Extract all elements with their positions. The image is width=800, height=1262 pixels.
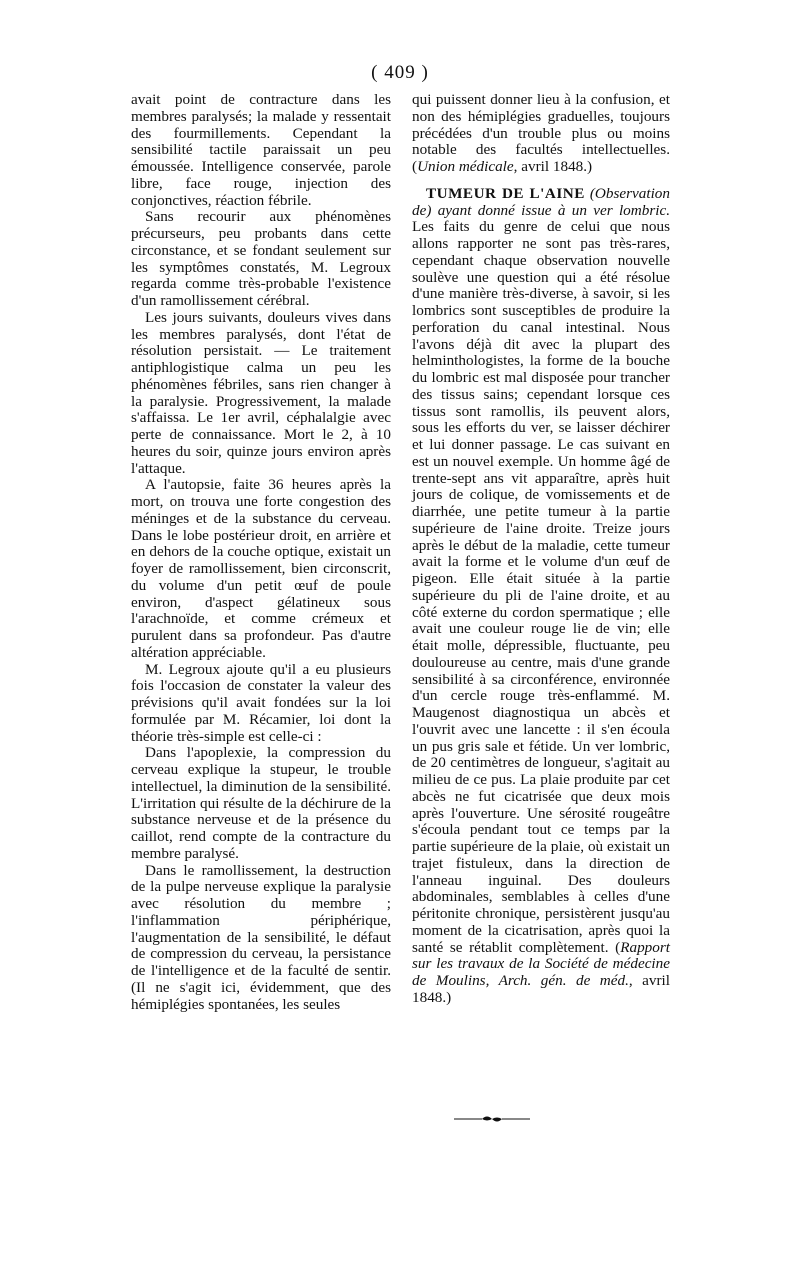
article-heading: TUMEUR DE L'AINE: [426, 184, 585, 202]
paragraph: [412, 92, 670, 176]
article-subtitle: (Observation de) ayant donné issue à un ver lombric.: [412, 184, 670, 219]
page-number: ( 409 ): [371, 62, 429, 83]
article-paragraph: [412, 186, 670, 1007]
paragraph: avait point de contracture dans les membres paralysés; la malade y ressentait des fourmillements. Cependant la sensibilité tactile paraissait un peu émoussée. Intelligence conservée, parole libre, face rouge, injection des conjonctives, réaction fébrile.: [131, 91, 391, 209]
paragraph-text: qui puissent donner lieu à la confusion, et non des hémiplégies graduelles, toujours précédées d'un trouble plus ou moins notable des facultés intellectuelles. (: [412, 91, 670, 175]
source-citation: Union médicale: [417, 158, 514, 175]
paragraph: Dans le ramollissement, la destruction de la pulpe nerveuse explique la paralysie avec résolution du membre ; l'inflammation périphérique, l'augmentation de la sensibilité, le défaut de compression du cerveau, la persistance de l'intelligence et de la faculté de sentir. (Il ne s'agit ici, évidemment, que des hémiplégies spontanées, les seules: [131, 861, 391, 1013]
paragraph: Sans recourir aux phénomènes précurseurs, peu probants dans cette circonstance, et se fondant seulement sur les symptômes constatés, M. Legroux regarda comme très-probable l'existence d'un ramollissement cérébral.: [131, 208, 391, 309]
end-ornament: [452, 1113, 532, 1125]
paragraph: A l'autopsie, faite 36 heures après la mort, on trouva une forte congestion des méninges et de la substance du cerveau. Dans le lobe postérieur droit, en arrière et en dehors de la couche optique, existait un foyer de ramollissement, bien circonscrit, du volume d'un petit œuf de poule environ, d'aspect gélatineux sous l'arachnoïde, et comme crémeux et purulent dans sa profondeur. Pas d'autre altération appréciable.: [131, 476, 391, 661]
left-column: [131, 92, 391, 1013]
right-column: [412, 92, 670, 1007]
paragraph: M. Legroux ajoute qu'il a eu plusieurs fois l'occasion de constater la valeur des prévisions qu'il avait fondées sur la loi formulée par M. Récamier, loi dont la théorie très-simple est celle-ci :: [131, 660, 391, 745]
paragraph-tail: , avril 1848.): [513, 158, 593, 175]
source-citation: Rapport sur les travaux de la Société de médecine de Moulins, Arch. gén. de méd.: [412, 938, 670, 989]
paragraph: Dans l'apoplexie, la compression du cerveau explique la stupeur, le trouble intellectuel, la diminution de la sensibilité. L'irritation qui résulte de la déchirure de la substance nerveuse et de la présence du caillot, rend compte de la contracture du membre paralysé.: [131, 744, 391, 862]
paragraph-tail: , avril 1848.): [412, 972, 670, 1006]
paragraph-text: Les faits du genre de celui que nous allons rapporter ne sont pas très-rares, cependant chaque observation nouvelle soulève une question qui a été résolue d'une manière très-diverse, à savoir, si les lombrics sont susceptibles de produire la perforation du canal intestinal. Nous l'avons déjà dit avec la plupart des helminthologistes, la forme de la bouche du lombric est mal disposée pour trancher des tissus sains; cependant lorsque ces tissus sont ramollis, ils peuvent alors, sous les efforts du ver, se laisser déchirer et lui donner passage. Le cas suivant en est un nouvel exemple. Un homme âgé de trente-sept ans vit apparaître, après huit jours de colique, de vomissements et de diarrhée, une petite tumeur à la partie supérieure de l'aine droite. Treize jours après le début de la maladie, cette tumeur avait la forme et le volume d'un œuf de pigeon. Elle était située à la partie supérieure du pli de l'aine droite, et au côté externe du cordon spermatique ; elle avait une couleur rouge lie de vin; elle était molle, dépressible, fluctuante, peu douloureuse au centre, mais d'une grande sensibilité à sa circonférence, environnée d'un cercle rouge très-enflammé. M. Maugenost diagnostiqua un abcès et l'ouvrit avec une lancette : il s'en écoula un pus gris sale et fétide. Un ver lombric, de 20 centimètres de longueur, s'agitait au milieu de ce pus. La plaie produite par cet abcès ne fut cicatrisée que deux mois après l'ouverture. Une sérosité rougeâtre s'écoula pendant tout ce temps par la partie supérieure de la plaie, où existait un trajet fistuleux, dans la direction de l'anneau inguinal. Des douleurs abdominales, semblables à celles d'une péritonite chronique, persistèrent jusqu'au moment de la cicatrisation, après quoi la santé se rétablit complètement. (: [412, 218, 670, 956]
paragraph: Les jours suivants, douleurs vives dans les membres paralysés, dont l'état de résolution persistait. — Le traitement antiphlogistique calma un peu les phénomènes fébriles, sans rien changer à la paralysie. Progressivement, la malade s'affaissa. Le 1er avril, céphalalgie avec perte de connaissance. Mort le 2, à 10 heures du soir, quinze jours environ après l'attaque.: [131, 308, 391, 477]
